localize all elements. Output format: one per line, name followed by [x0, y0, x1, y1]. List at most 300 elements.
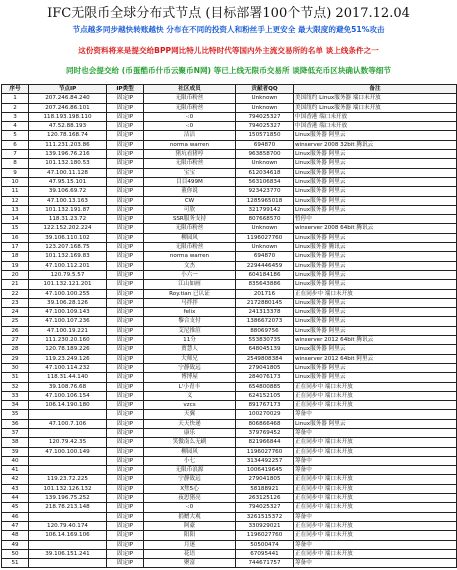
cell-node-ip: 47.100.109.143	[29, 308, 107, 317]
table-row	[2, 419, 457, 428]
table-row	[2, 531, 457, 540]
table-row	[2, 494, 457, 503]
cell-ip-type: 固定IP	[107, 280, 144, 289]
cell-node-ip	[29, 512, 107, 521]
cell-ip-type: 固定IP	[107, 503, 144, 512]
cell-member: 宁静致远	[144, 475, 236, 484]
cell-ip-type: 固定IP	[107, 243, 144, 252]
cell-index: 32	[2, 382, 29, 391]
cell-note: 正在同步中 端口未开放	[294, 521, 457, 530]
cell-qq: 794025327	[236, 503, 294, 512]
cell-member: 猪坑看猪哼	[144, 150, 236, 159]
cell-member: 博博屋	[144, 373, 236, 382]
cell-ip-type: 固定IP	[107, 428, 144, 437]
table-row	[2, 205, 457, 214]
table-row	[2, 177, 457, 186]
cell-ip-type: 固定IP	[107, 326, 144, 335]
cell-member: norma warren	[144, 252, 236, 261]
cell-note: Linux服务器 阿里云	[294, 317, 457, 326]
cell-qq: Unknown	[236, 94, 294, 103]
cell-index: 7	[2, 150, 29, 159]
table-row	[2, 224, 457, 233]
cell-note: Linux服务器 阿里云	[294, 233, 457, 242]
cell-note: Linux服务器 腾讯云	[294, 243, 457, 252]
cell-ip-type: 固定IP	[107, 112, 144, 121]
cell-node-ip: 122.152.202.224	[29, 224, 107, 233]
cell-index: 24	[2, 308, 29, 317]
table-row	[2, 540, 457, 549]
cell-ip-type: 固定IP	[107, 122, 144, 131]
cell-member: 笑傲南么无刷	[144, 438, 236, 447]
cell-node-ip: 47.100.112.201	[29, 261, 107, 270]
cell-ip-type: 固定IP	[107, 336, 144, 345]
cell-note: 美国纽约 Linux服务器 端口未开放	[294, 103, 457, 112]
cell-index: 18	[2, 252, 29, 261]
table-header-row	[2, 85, 457, 94]
cell-node-ip: 47.100.19.221	[29, 326, 107, 335]
cell-note: Linux服务器 阿里云	[294, 252, 457, 261]
cell-qq: 1196027760	[236, 233, 294, 242]
cell-note: Linux服务器 阿里云	[294, 205, 457, 214]
table-row	[2, 401, 457, 410]
cell-node-ip: 39.106.28.126	[29, 298, 107, 307]
cell-member: 马拌拌	[144, 298, 236, 307]
cell-ip-type: 固定IP	[107, 205, 144, 214]
cell-ip-type: 固定IP	[107, 224, 144, 233]
cell-member: 黎合支付	[144, 317, 236, 326]
cell-note: Linux服务器 阿里云	[294, 168, 457, 177]
table-row	[2, 428, 457, 437]
table-row	[2, 140, 457, 149]
cell-node-ip: 47.100.107.236	[29, 317, 107, 326]
cell-index: 38	[2, 438, 29, 447]
cell-member: 可欣	[144, 205, 236, 214]
cell-ip-type: 固定IP	[107, 317, 144, 326]
cell-index: 36	[2, 419, 29, 428]
cell-qq: 3134492257	[236, 456, 294, 465]
cell-note: 正在同步中 端口未开放	[294, 447, 457, 456]
cell-qq: 1006419645	[236, 466, 294, 475]
cell-index: 6	[2, 140, 29, 149]
cell-node-ip: 120.79.42.35	[29, 438, 107, 447]
cell-index: 23	[2, 298, 29, 307]
table-row	[2, 215, 457, 224]
cell-node-ip: 101.132.121.201	[29, 280, 107, 289]
cell-note: Linux服务器 阿里云	[294, 373, 457, 382]
cell-ip-type: 固定IP	[107, 512, 144, 521]
cell-index: 50	[2, 549, 29, 558]
cell-qq: 241313378	[236, 308, 294, 317]
cell-node-ip: 39.106.69.72	[29, 187, 107, 196]
cell-index: 45	[2, 503, 29, 512]
cell-node-ip: 47.100.13.163	[29, 196, 107, 205]
cell-ip-type: 固定IP	[107, 168, 144, 177]
cell-node-ip: 101.132.126.132	[29, 484, 107, 493]
cell-ip-type: 固定IP	[107, 484, 144, 493]
cell-note: winserver 2012 64bit 腾讯云	[294, 336, 457, 345]
cell-member: 阿豪	[144, 521, 236, 530]
cell-member: 宁静致远	[144, 363, 236, 372]
cell-qq: 694870	[236, 140, 294, 149]
cell-member: -:0	[144, 122, 236, 131]
cell-qq: 67095441	[236, 549, 294, 558]
notice-line-3: 同时也会提交给 (币蛋酷币什币云聚币N网) 等已上线无限币交易所 谈降低充币区块确认数等细节	[66, 66, 391, 75]
cell-qq: 2549808384	[236, 354, 294, 363]
cell-index: 5	[2, 131, 29, 140]
cell-index: 25	[2, 317, 29, 326]
cell-qq: 806866468	[236, 419, 294, 428]
cell-note: 暂停中	[294, 215, 457, 224]
cell-member: 柳园风	[144, 447, 236, 456]
cell-node-ip: 106.14.190.180	[29, 401, 107, 410]
cell-ip-type: 固定IP	[107, 438, 144, 447]
cell-qq: 201716	[236, 289, 294, 298]
cell-node-ip: 123.207.168.75	[29, 243, 107, 252]
cell-ip-type: 固定IP	[107, 131, 144, 140]
cell-qq: 379769452	[236, 428, 294, 437]
cell-note: 筹备中	[294, 456, 457, 465]
table-row	[2, 252, 457, 261]
cell-node-ip	[29, 428, 107, 437]
cell-index: 8	[2, 159, 29, 168]
cell-node-ip	[29, 456, 107, 465]
cell-index: 41	[2, 466, 29, 475]
table-row	[2, 475, 457, 484]
cell-note: 正在同步中 端口未开放	[294, 382, 457, 391]
cell-qq: 835643886	[236, 280, 294, 289]
node-table	[1, 84, 457, 568]
cell-ip-type: 固定IP	[107, 419, 144, 428]
table-row	[2, 512, 457, 521]
table-row	[2, 270, 457, 279]
cell-node-ip: 120.79.5.57	[29, 270, 107, 279]
cell-qq: 330929021	[236, 521, 294, 530]
table-row	[2, 521, 457, 530]
cell-index: 46	[2, 512, 29, 521]
cell-index: 29	[2, 354, 29, 363]
cell-ip-type: 固定IP	[107, 456, 144, 465]
cell-member: CW	[144, 196, 236, 205]
cell-note: 正在同步中 端口未开放	[294, 289, 457, 298]
cell-ip-type: 固定IP	[107, 94, 144, 103]
cell-ip-type: 固定IP	[107, 233, 144, 242]
cell-note: 正在同步中 端口未开放	[294, 494, 457, 503]
cell-note: Linux服务器 阿里云	[294, 363, 457, 372]
cell-node-ip: 207.246.84.240	[29, 94, 107, 103]
cell-member: felix	[144, 308, 236, 317]
cell-node-ip: 139.196.75.252	[29, 494, 107, 503]
cell-qq: 648045139	[236, 345, 294, 354]
table-row	[2, 196, 457, 205]
cell-ip-type: 固定IP	[107, 289, 144, 298]
cell-index: 27	[2, 336, 29, 345]
cell-node-ip: 218.78.213.148	[29, 503, 107, 512]
table-row	[2, 289, 457, 298]
table-row	[2, 317, 457, 326]
cell-qq: 1196027760	[236, 447, 294, 456]
cell-note: 正在同步中 端口未开放	[294, 438, 457, 447]
cell-member: 柳园风	[144, 233, 236, 242]
cell-ip-type: 固定IP	[107, 215, 144, 224]
cell-node-ip: 119.23.72.225	[29, 475, 107, 484]
cell-index: 3	[2, 112, 29, 121]
cell-member: 天天快递	[144, 419, 236, 428]
cell-ip-type: 固定IP	[107, 298, 144, 307]
cell-ip-type: 固定IP	[107, 382, 144, 391]
cell-ip-type: 固定IP	[107, 521, 144, 530]
cell-index: 39	[2, 447, 29, 456]
cell-note: winserver 2008 32bit 腾讯云	[294, 140, 457, 149]
table-row	[2, 131, 457, 140]
cell-ip-type: 固定IP	[107, 363, 144, 372]
table-row	[2, 410, 457, 419]
table-row	[2, 382, 457, 391]
cell-member: 无限币粉丝	[144, 94, 236, 103]
cell-node-ip: 101.132.169.83	[29, 252, 107, 261]
cell-ip-type: 固定IP	[107, 177, 144, 186]
cell-note: 筹备中	[294, 559, 457, 568]
cell-member: -:0	[144, 112, 236, 121]
cell-qq: 624152105	[236, 391, 294, 400]
cell-note: 正在同步中 端口未开放	[294, 484, 457, 493]
cell-member: 11分	[144, 336, 236, 345]
cell-index: 51	[2, 559, 29, 568]
cell-note: 正在同步中 端口未开放	[294, 391, 457, 400]
cell-index: 12	[2, 196, 29, 205]
cell-node-ip: 47.100.100.255	[29, 289, 107, 298]
cell-node-ip: 118.193.198.110	[29, 112, 107, 121]
cell-note: 正在同步中 端口未开放	[294, 401, 457, 410]
cell-index: 16	[2, 233, 29, 242]
cell-qq: 694870	[236, 252, 294, 261]
table-row	[2, 549, 457, 558]
cell-index: 48	[2, 531, 29, 540]
cell-qq: 1196027760	[236, 531, 294, 540]
header-ip-type: IP类型	[107, 85, 144, 94]
cell-qq: 612034618	[236, 168, 294, 177]
cell-ip-type: 固定IP	[107, 354, 144, 363]
cell-note: 筹备中	[294, 466, 457, 475]
cell-node-ip: 106.14.169.106	[29, 531, 107, 540]
cell-note: 正在同步中 端口未开放	[294, 531, 457, 540]
cell-qq: 284076173	[236, 373, 294, 382]
cell-index: 15	[2, 224, 29, 233]
table-row	[2, 112, 457, 121]
cell-node-ip: 39.106.151.241	[29, 549, 107, 558]
cell-ip-type: 固定IP	[107, 391, 144, 400]
cell-ip-type: 固定IP	[107, 447, 144, 456]
cell-member: 无限币浪源	[144, 466, 236, 475]
table-row	[2, 456, 457, 465]
table-row	[2, 261, 457, 270]
cell-qq: Unknown	[236, 243, 294, 252]
cell-member: 艾尼推渲	[144, 326, 236, 335]
cell-index: 26	[2, 326, 29, 335]
cell-qq: 1386672073	[236, 317, 294, 326]
cell-qq: 744671757	[236, 559, 294, 568]
cell-note: 正在同步中 端口未开放	[294, 475, 457, 484]
table-row	[2, 187, 457, 196]
cell-qq: 923423770	[236, 187, 294, 196]
cell-member: 贾慧人	[144, 345, 236, 354]
cell-note: Linux服务器 阿里云	[294, 345, 457, 354]
table-row	[2, 503, 457, 512]
header-note: 备注	[294, 85, 457, 94]
cell-index: 14	[2, 215, 29, 224]
cell-qq: 794025327	[236, 112, 294, 121]
cell-node-ip	[29, 540, 107, 549]
table-row	[2, 336, 457, 345]
cell-node-ip: 118.31.44.140	[29, 373, 107, 382]
cell-qq: 604184186	[236, 270, 294, 279]
cell-qq: 100270029	[236, 410, 294, 419]
cell-note: Linux服务器 阿里云	[294, 280, 457, 289]
cell-index: 44	[2, 494, 29, 503]
cell-qq: 821966844	[236, 438, 294, 447]
cell-qq: 2294446459	[236, 261, 294, 270]
cell-ip-type: 固定IP	[107, 559, 144, 568]
cell-node-ip: 47.100.106.154	[29, 391, 107, 400]
cell-ip-type: 固定IP	[107, 150, 144, 159]
cell-ip-type: 固定IP	[107, 466, 144, 475]
cell-note: 美国纽约 Linux服务器 端口未开放	[294, 94, 457, 103]
cell-member: X焦5心	[144, 484, 236, 493]
cell-ip-type: 固定IP	[107, 401, 144, 410]
cell-node-ip: 101.132.191.87	[29, 205, 107, 214]
cell-member: 无限币粉丝	[144, 159, 236, 168]
cell-index: 33	[2, 391, 29, 400]
cell-note: Linux服务器 阿里云	[294, 196, 457, 205]
cell-ip-type: 固定IP	[107, 494, 144, 503]
cell-qq: 150571850	[236, 131, 294, 140]
cell-ip-type: 固定IP	[107, 410, 144, 419]
cell-note: Linux服务器 阿里云	[294, 187, 457, 196]
cell-node-ip: 47.52.88.193	[29, 122, 107, 131]
cell-note: 中国香港 端口未开放	[294, 122, 457, 131]
table-row	[2, 280, 457, 289]
cell-ip-type: 固定IP	[107, 531, 144, 540]
notice-line-2: 这份资料将来是提交给BPP网比特儿比特时代等国内外主流交易所的名单 谈上线条件之一	[78, 46, 379, 55]
table-row	[2, 447, 457, 456]
cell-qq: 1285965018	[236, 196, 294, 205]
cell-ip-type: 固定IP	[107, 159, 144, 168]
cell-qq: Unknown	[236, 224, 294, 233]
cell-note: Linux服务器 阿里云	[294, 298, 457, 307]
cell-ip-type: 固定IP	[107, 140, 144, 149]
cell-index: 49	[2, 540, 29, 549]
cell-qq: Unknown	[236, 159, 294, 168]
notice-line-1: 节点越多同步越快转账越快 分布在不同的投资人和粉丝手上更安全 最大限度的避免51%攻击	[72, 25, 385, 34]
cell-ip-type: 固定IP	[107, 252, 144, 261]
table-row	[2, 103, 457, 112]
cell-member: 义	[144, 391, 236, 400]
cell-qq: 263125126	[236, 494, 294, 503]
cell-index: 30	[2, 363, 29, 372]
table-row	[2, 466, 457, 475]
cell-member: Roy.tian 已认证	[144, 289, 236, 298]
cell-ip-type: 固定IP	[107, 261, 144, 270]
cell-index: 9	[2, 168, 29, 177]
cell-node-ip: 119.23.249.126	[29, 354, 107, 363]
cell-member: 目目499M	[144, 177, 236, 186]
cell-note: 正在同步中 端口未开放	[294, 503, 457, 512]
cell-member: 聚富	[144, 559, 236, 568]
cell-qq: 279041805	[236, 363, 294, 372]
cell-node-ip	[29, 559, 107, 568]
table-row	[2, 391, 457, 400]
cell-member: 宝宝	[144, 168, 236, 177]
cell-qq: 553830735	[236, 336, 294, 345]
cell-qq: 3261515372	[236, 512, 294, 521]
cell-node-ip: 118.31.23.72	[29, 215, 107, 224]
header-qq: 贡献者QQ	[236, 85, 294, 94]
cell-member: 阳阳	[144, 531, 236, 540]
header-node-ip: 节点IP	[29, 85, 107, 94]
cell-qq: 88069756	[236, 326, 294, 335]
cell-index: 37	[2, 428, 29, 437]
cell-note: Linux服务器 阿里云	[294, 131, 457, 140]
table-row	[2, 168, 457, 177]
cell-member: vzcs	[144, 401, 236, 410]
table-row	[2, 159, 457, 168]
cell-index: 11	[2, 187, 29, 196]
cell-member: 大师兄	[144, 354, 236, 363]
cell-qq: 563106834	[236, 177, 294, 186]
cell-member: -:0	[144, 503, 236, 512]
cell-index: 31	[2, 373, 29, 382]
cell-note: Linux服务器 阿里云	[294, 326, 457, 335]
table-row	[2, 559, 457, 568]
cell-node-ip: 111.231.203.86	[29, 140, 107, 149]
cell-ip-type: 固定IP	[107, 308, 144, 317]
cell-member: norma warren	[144, 140, 236, 149]
cell-index: 2	[2, 103, 29, 112]
cell-ip-type: 固定IP	[107, 540, 144, 549]
cell-note: 中国香港 端口未开放	[294, 112, 457, 121]
cell-index: 47	[2, 521, 29, 530]
cell-node-ip	[29, 410, 107, 419]
cell-index: 40	[2, 456, 29, 465]
cell-index: 10	[2, 177, 29, 186]
cell-note: Linux服务器 阿里云	[294, 308, 457, 317]
cell-node-ip: 47.100.100.149	[29, 447, 107, 456]
cell-node-ip: 207.246.86.101	[29, 103, 107, 112]
cell-member: 无限币粉丝	[144, 103, 236, 112]
table-row	[2, 298, 457, 307]
cell-index: 28	[2, 345, 29, 354]
cell-index: 21	[2, 280, 29, 289]
cell-note: winserver 2012 64bit 阿里云	[294, 354, 457, 363]
table-row	[2, 354, 457, 363]
cell-index: 1	[2, 94, 29, 103]
cell-member: 花语	[144, 549, 236, 558]
cell-note: Linux服务器 阿里云	[294, 177, 457, 186]
cell-note: Linux服务器 阿里云	[294, 159, 457, 168]
cell-index: 43	[2, 484, 29, 493]
cell-member: 小六一	[144, 270, 236, 279]
page-title: IFC无限币全球分布式节点 (目标部署100个节点) 2017.12.04	[47, 6, 410, 21]
table-row	[2, 122, 457, 131]
cell-index: 20	[2, 270, 29, 279]
cell-note: 正在同步中 端口未开放	[294, 549, 457, 558]
cell-note: winserver 2008 64bit 腾讯云	[294, 224, 457, 233]
cell-index: 19	[2, 261, 29, 270]
cell-node-ip: 47.100.11.128	[29, 168, 107, 177]
cell-ip-type: 固定IP	[107, 373, 144, 382]
cell-note: 筹备中	[294, 512, 457, 521]
cell-node-ip: 101.132.180.53	[29, 159, 107, 168]
cell-ip-type: 固定IP	[107, 196, 144, 205]
